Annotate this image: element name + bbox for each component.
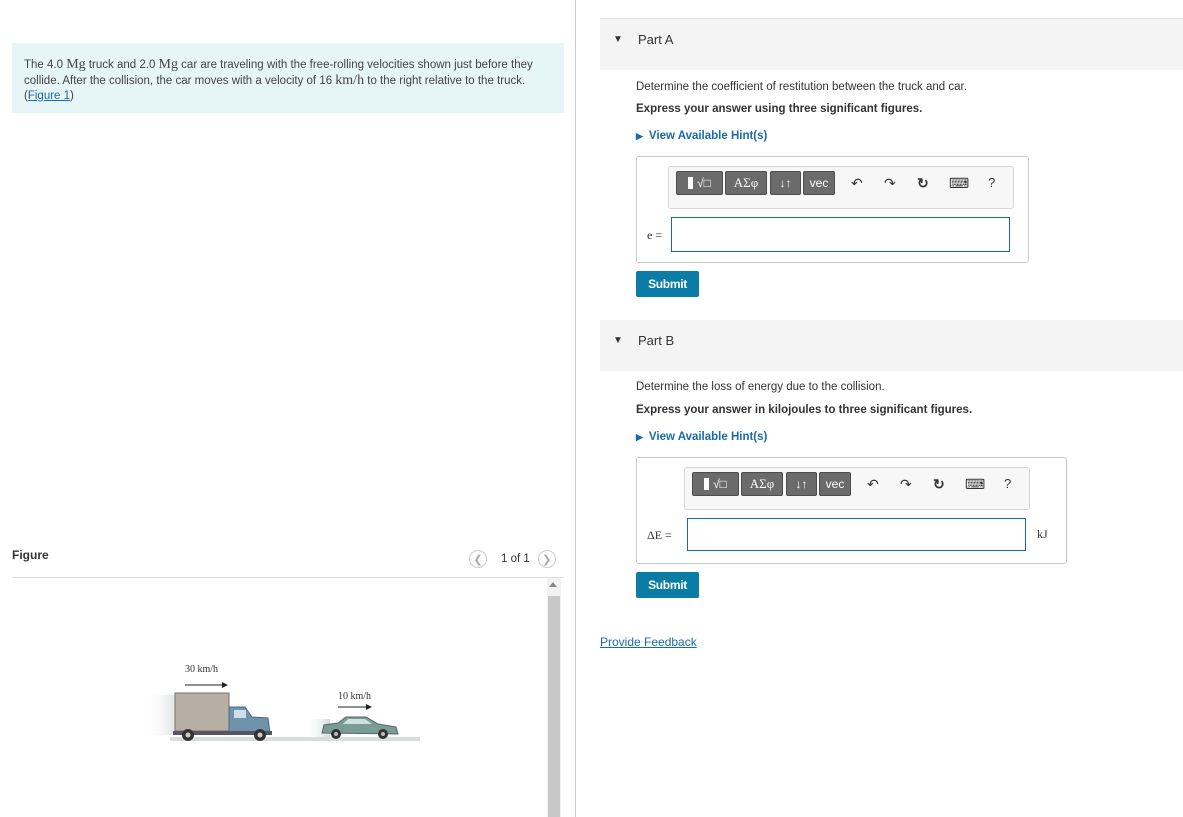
truck-cargo-box: [175, 693, 229, 731]
templates-button[interactable]: [676, 171, 723, 195]
part-a-submit-button[interactable]: Submit: [636, 271, 699, 297]
caret-down-icon[interactable]: ▼: [613, 34, 623, 45]
part-a-math-toolbar: [668, 166, 1014, 209]
figure-page-count: 1 of 1: [501, 553, 530, 565]
part-a-title: Part A: [638, 32, 674, 47]
part-a-variable-label: e =: [647, 228, 663, 242]
radical-icon: √□: [713, 477, 727, 491]
undo-icon[interactable]: ↶: [867, 476, 879, 492]
prev-figure-button[interactable]: [469, 550, 487, 568]
problem-statement: The 4.0 Mg truck and 2.0 Mg car are traveling with the free-rolling velocities shown just before they collide. After the collision, the car moves with a velocity of 16 km/h to the right relative to the truck. (Figure 1): [12, 43, 564, 113]
templates-button[interactable]: [692, 472, 739, 496]
column-divider: [575, 0, 576, 817]
caret-down-icon[interactable]: ▼: [613, 335, 623, 346]
greek-symbols-button[interactable]: ΑΣφ: [725, 171, 767, 195]
part-a-answer-input[interactable]: [671, 217, 1010, 252]
caret-right-icon: ▶: [636, 131, 643, 141]
caret-right-icon: ▶: [636, 432, 643, 442]
part-b-unit-label: kJ: [1037, 527, 1048, 541]
template-block-icon: [688, 177, 693, 189]
redo-icon[interactable]: ↷: [884, 175, 896, 191]
help-icon[interactable]: ?: [1004, 476, 1012, 491]
collision-figure: [140, 655, 430, 750]
truck-speed-label: 30 km/h: [185, 664, 219, 675]
provide-feedback-link[interactable]: Provide Feedback: [600, 635, 697, 649]
part-b-title: Part B: [638, 333, 675, 348]
vector-button[interactable]: vec: [803, 171, 835, 195]
scroll-up-arrow-icon[interactable]: [549, 582, 557, 587]
part-b-instruction: Express your answer in kilojoules to three significant figures.: [636, 404, 973, 416]
part-a-question: Determine the coefficient of restitution between the truck and car.: [636, 81, 967, 93]
figure-link[interactable]: Figure 1: [27, 90, 71, 102]
undo-icon[interactable]: ↶: [851, 175, 863, 191]
template-block-icon: [704, 478, 709, 490]
redo-icon[interactable]: ↷: [900, 476, 912, 492]
chevron-left-icon: ❮: [473, 553, 483, 566]
figure-scrollbar-thumb[interactable]: [548, 596, 560, 817]
part-a-instruction: Express your answer using three significant figures.: [636, 103, 923, 115]
part-b-hint-link[interactable]: ▶ View Available Hint(s): [636, 431, 768, 443]
part-b-header[interactable]: [600, 320, 1183, 371]
greek-symbols-button[interactable]: ΑΣφ: [741, 472, 783, 496]
truck-arrowhead: [222, 682, 228, 688]
radical-icon: √□: [697, 176, 711, 190]
figure-label: Figure: [12, 548, 49, 562]
part-b-submit-button[interactable]: Submit: [636, 572, 699, 598]
part-a-header[interactable]: [600, 19, 1183, 70]
car-arrowhead: [366, 704, 372, 710]
part-b-math-toolbar: [684, 467, 1030, 510]
arrows-button[interactable]: ↓↑: [786, 472, 817, 496]
figure-pager: [469, 548, 556, 570]
help-icon[interactable]: ?: [988, 175, 996, 190]
arrows-button[interactable]: ↓↑: [770, 171, 801, 195]
figure-divider: [12, 577, 563, 578]
part-b-question: Determine the loss of energy due to the collision.: [636, 381, 885, 393]
part-b-variable-label: ΔE =: [647, 528, 672, 542]
chevron-right-icon: ❯: [542, 553, 552, 566]
keyboard-icon[interactable]: ⌨: [965, 476, 986, 492]
vector-button[interactable]: vec: [819, 472, 851, 496]
reset-icon[interactable]: ↻: [933, 476, 945, 492]
keyboard-icon[interactable]: ⌨: [949, 175, 970, 191]
reset-icon[interactable]: ↻: [917, 175, 929, 191]
car-speed-label: 10 km/h: [338, 691, 372, 702]
part-a-hint-link[interactable]: ▶ View Available Hint(s): [636, 130, 768, 142]
truck-window: [234, 710, 246, 718]
part-b-answer-input[interactable]: [687, 518, 1026, 551]
next-figure-button[interactable]: [538, 550, 556, 568]
